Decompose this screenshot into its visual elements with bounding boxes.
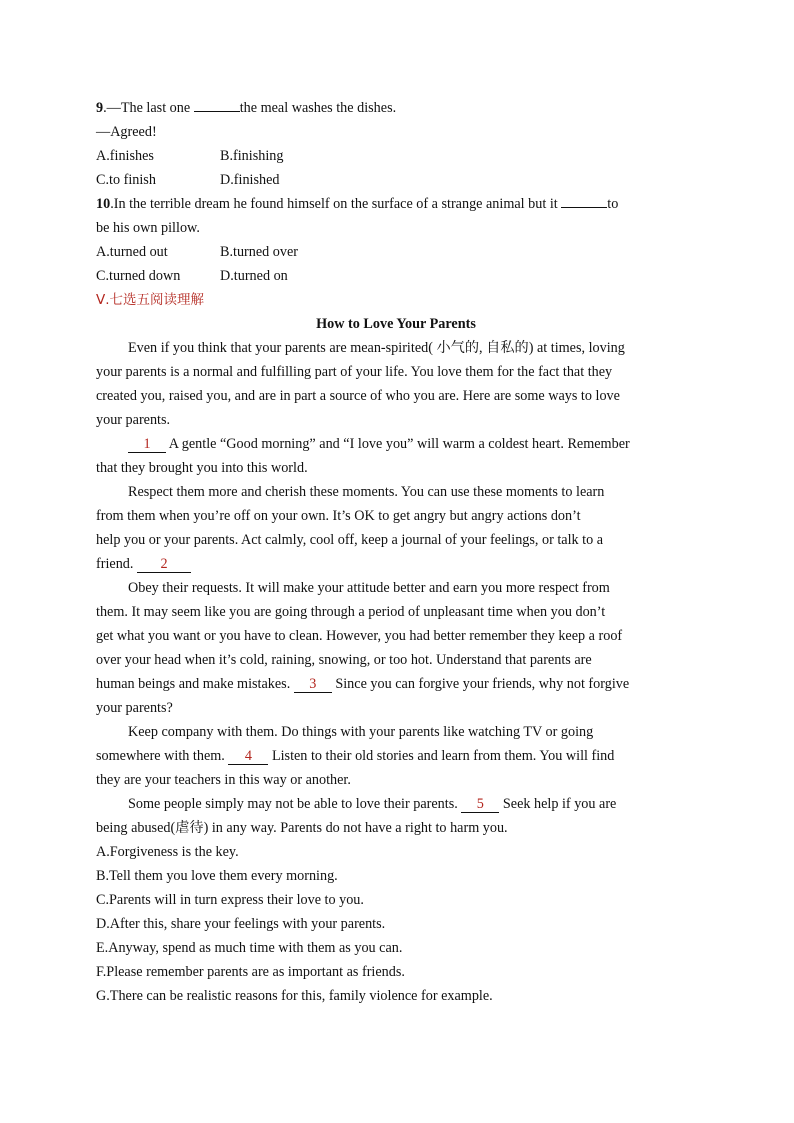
passage-line <box>96 432 696 456</box>
option-a: A.finishes <box>96 148 154 164</box>
question-text: .In the terrible dream he found himself on the surface of a strange animal but it <box>110 196 558 212</box>
question-text: the meal washes the dishes. <box>239 100 397 116</box>
choice-option: A.Forgiveness is the key. <box>96 844 239 860</box>
passage-line: over your head when it’s cold, raining, snowing, or too hot. Understand that parents are <box>96 652 592 668</box>
question-9-options-row-2 <box>96 168 696 192</box>
passage-line: that they brought you into this world. <box>96 460 308 476</box>
question-9-options-row-1 <box>96 144 696 168</box>
answer-blank-4: 4 <box>228 748 268 765</box>
passage-line <box>96 672 696 696</box>
passage-line: Keep company with them. Do things with your parents like watching TV or going <box>128 724 594 740</box>
answer-blank-5: 5 <box>461 796 499 813</box>
option-b: B.turned over <box>220 244 299 260</box>
passage-line <box>96 552 696 576</box>
passage-text: friend. <box>96 556 134 572</box>
passage-line <box>96 744 696 768</box>
option-d: D.turned on <box>220 268 288 284</box>
passage-line: Obey their requests. It will make your attitude better and earn you more respect from <box>128 580 610 596</box>
passage-line: created you, raised you, and are in part a source of who you are. Here are some ways to love <box>96 388 620 404</box>
option-d: D.finished <box>220 172 280 188</box>
passage-line: being abused(虐待) in any way. Parents do not have a right to harm you. <box>96 820 508 836</box>
question-text: .—The last one <box>103 100 191 116</box>
option-c: C.to finish <box>96 172 156 188</box>
section-heading: Ⅴ.七选五阅读理解 <box>96 292 205 308</box>
passage-line: they are your teachers in this way or another. <box>96 772 351 788</box>
option-a: A.turned out <box>96 244 168 260</box>
answer-blank-2: 2 <box>137 556 191 573</box>
question-text: to <box>607 196 619 212</box>
answer-blank-3: 3 <box>294 676 332 693</box>
passage-text: somewhere with them. <box>96 748 225 764</box>
passage-text: Some people simply may not be able to love their parents. <box>128 796 458 812</box>
passage-line: from them when you’re off on your own. It’s OK to get angry but angry actions don’t <box>96 508 581 524</box>
question-10-stem-cont: be his own pillow. <box>96 220 200 236</box>
passage-line: Even if you think that your parents are mean-spirited( 小气的, 自私的) at times, loving <box>128 340 625 356</box>
passage-line: get what you want or you have to clean. However, you had better remember they keep a roof <box>96 628 623 644</box>
choice-option: F.Please remember parents are as important as friends. <box>96 964 405 980</box>
answer-blank <box>561 193 607 208</box>
passage-line: your parents is a normal and fulfilling part of your life. You love them for the fact that they <box>96 364 613 380</box>
choice-option: C.Parents will in turn express their love to you. <box>96 892 364 908</box>
passage-line: your parents. <box>96 412 171 428</box>
answer-blank-1: 1 <box>128 436 166 453</box>
passage-text: Listen to their old stories and learn from them. You will find <box>271 748 615 764</box>
passage-text: Seek help if you are <box>502 796 617 812</box>
question-number: 9 <box>96 100 104 116</box>
choice-option: D.After this, share your feelings with your parents. <box>96 916 386 932</box>
choice-option: E.Anyway, spend as much time with them as you can. <box>96 940 403 956</box>
choice-option: B.Tell them you love them every morning. <box>96 868 338 884</box>
question-10-options-row-2 <box>96 264 696 288</box>
question-9-reply: —Agreed! <box>96 124 157 140</box>
passage-title: How to Love Your Parents <box>316 316 476 332</box>
question-number: 10 <box>96 196 111 212</box>
passage-text: A gentle “Good morning” and “I love you” will warm a coldest heart. Remember <box>168 436 630 452</box>
answer-blank <box>194 97 240 112</box>
passage-line: Respect them more and cherish these moments. You can use these moments to learn <box>128 484 605 500</box>
passage-line: help you or your parents. Act calmly, cool off, keep a journal of your feelings, or talk to a <box>96 532 604 548</box>
passage-line: them. It may seem like you are going through a period of unpleasant time when you don’t <box>96 604 606 620</box>
passage-line <box>96 792 696 816</box>
question-10-stem <box>96 192 696 216</box>
choice-option: G.There can be realistic reasons for this, family violence for example. <box>96 988 493 1004</box>
passage-line: your parents? <box>96 700 173 716</box>
question-9-stem <box>96 96 696 120</box>
passage-text: human beings and make mistakes. <box>96 676 291 692</box>
option-b: B.finishing <box>220 148 284 164</box>
question-10-options-row-1 <box>96 240 696 264</box>
worksheet-page <box>96 96 696 1008</box>
passage-text: Since you can forgive your friends, why not forgive <box>335 676 630 692</box>
option-c: C.turned down <box>96 268 181 284</box>
